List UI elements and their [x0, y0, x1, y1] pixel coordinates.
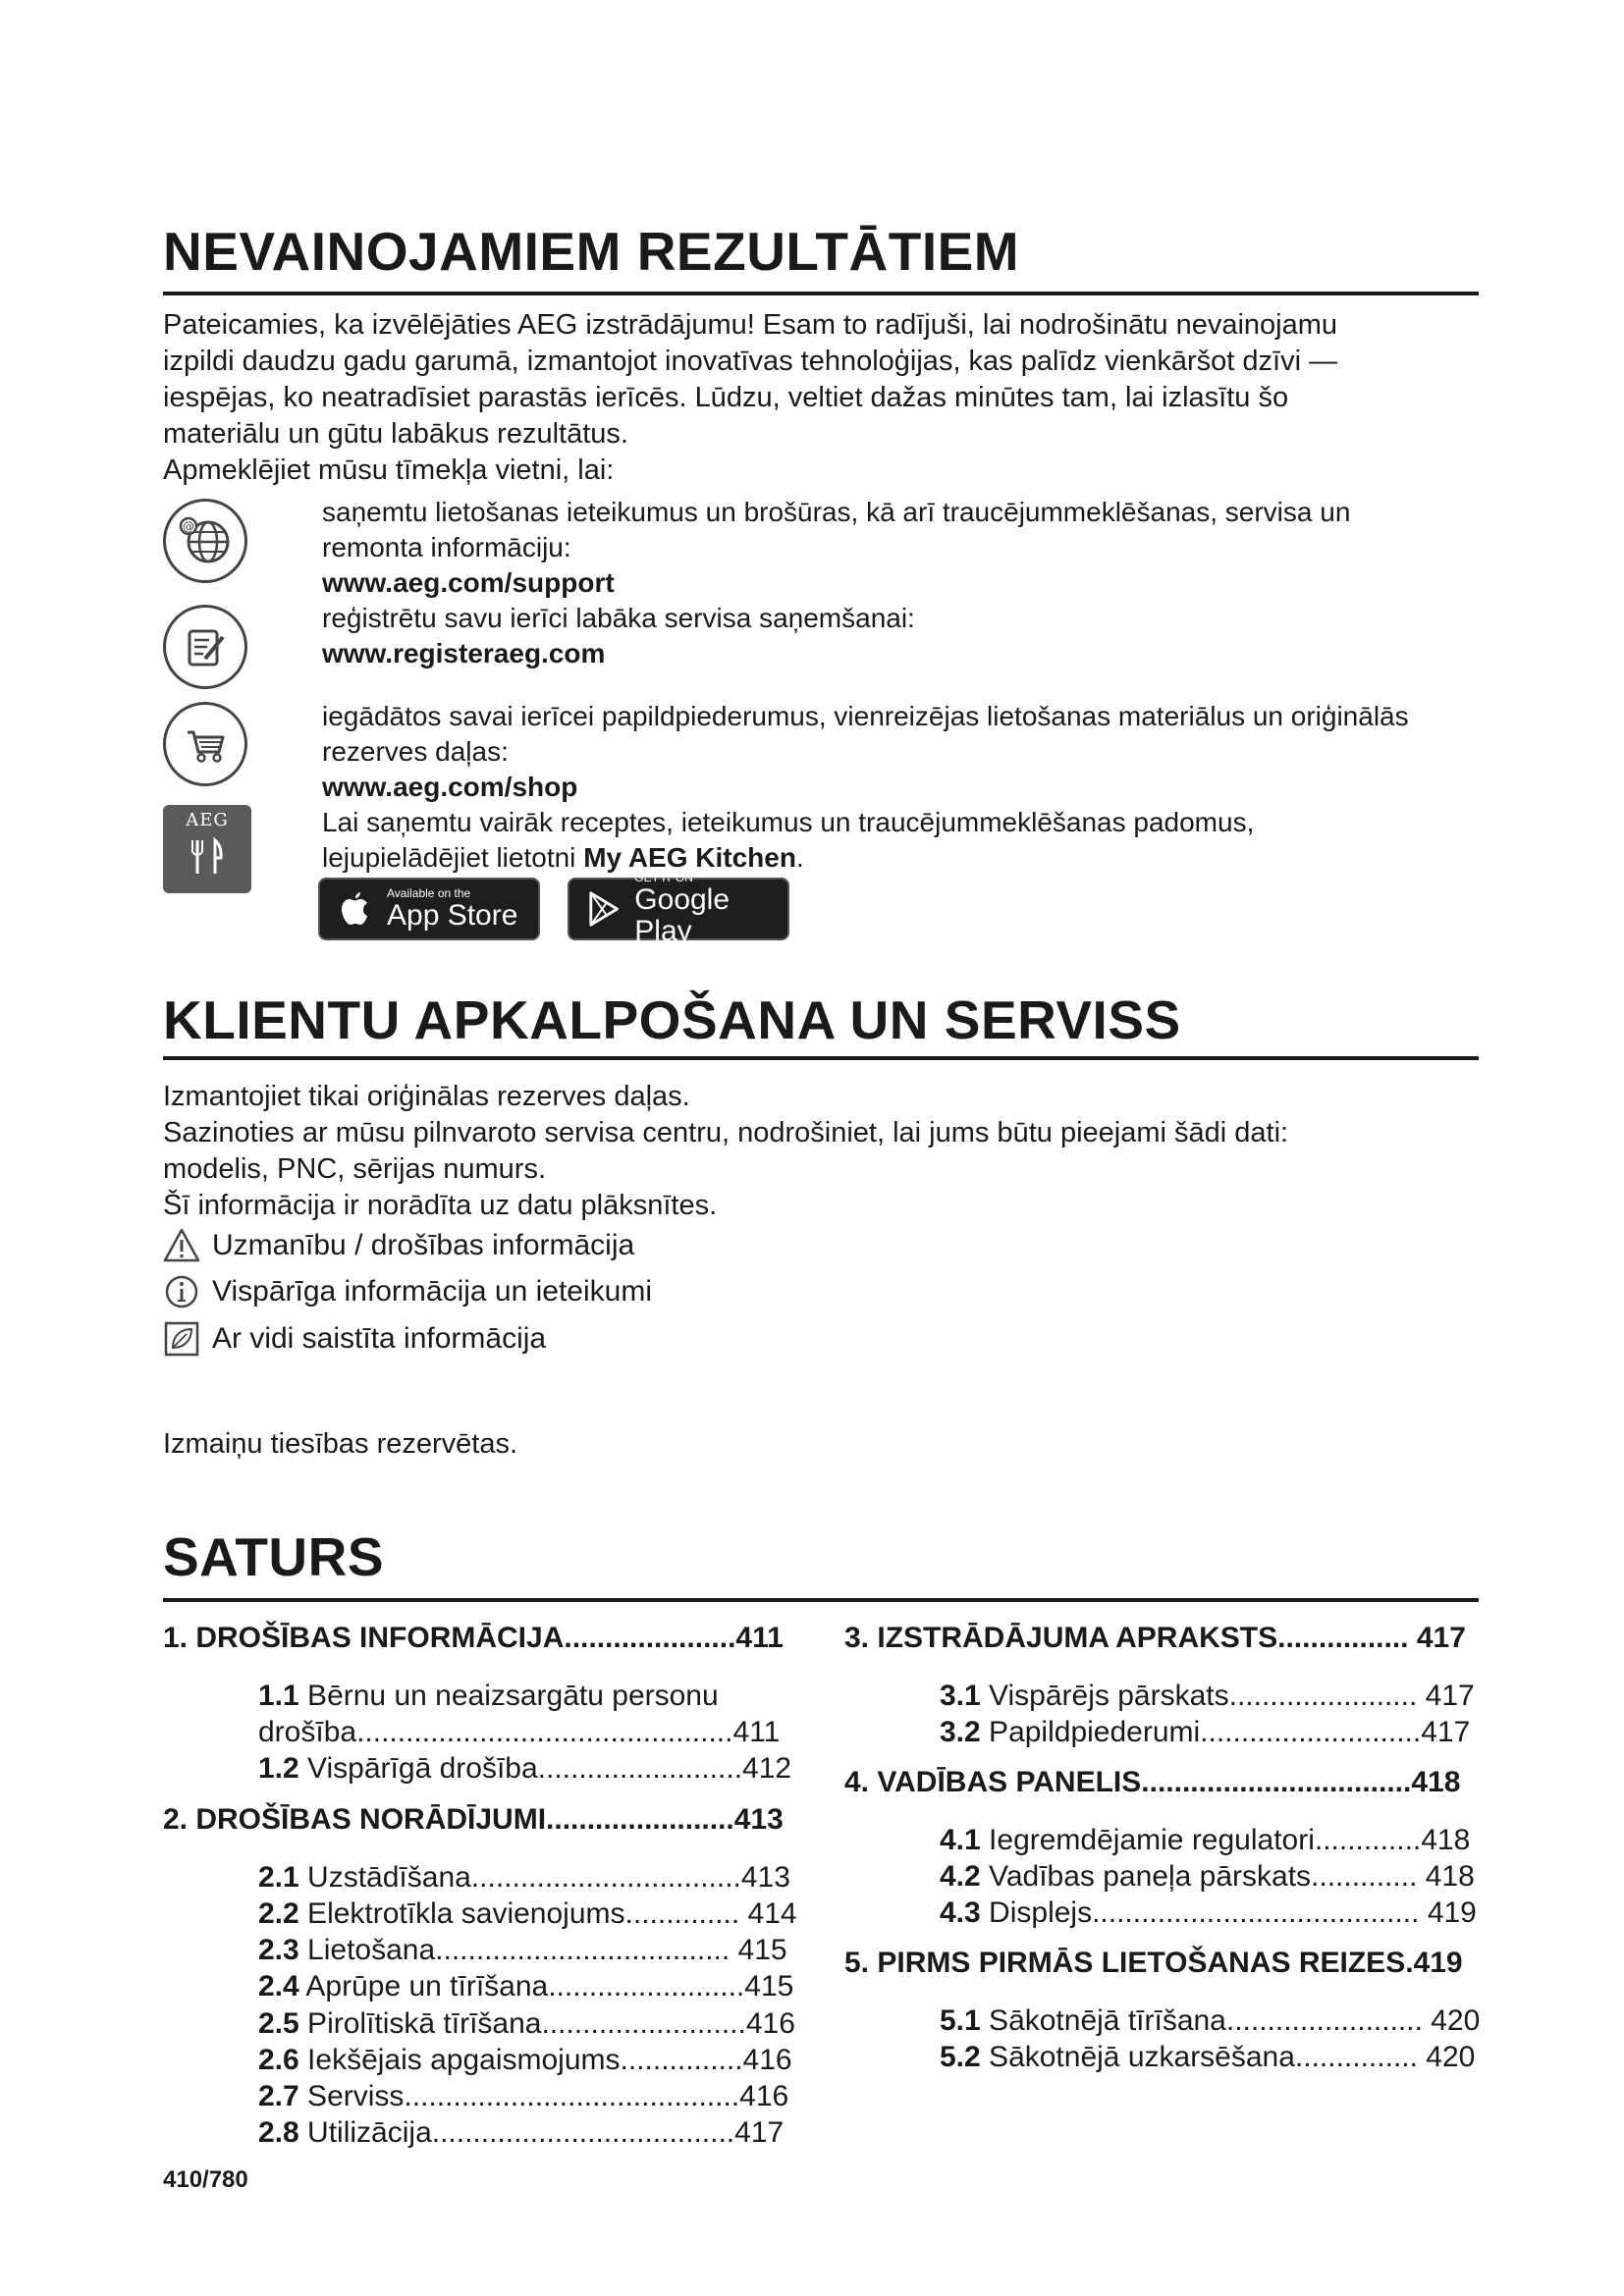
toc-entry-2-5[interactable] [258, 2005, 795, 2042]
toc-entry-number: 2.1 [258, 1861, 299, 1894]
service-line: modelis, PNC, sērijas numurs. [163, 1153, 546, 1185]
toc-entry-text: Pirolītiskā tīrīšana.........................416 [298, 2007, 795, 2040]
appstore-small-text: Available on the [387, 886, 471, 900]
toc-entry-text: Displejs........................................ 419 [980, 1896, 1477, 1929]
service-paragraph [163, 1079, 1479, 1224]
toc-entry-number: 3.1 [940, 1680, 981, 1712]
app-name: My AEG Kitchen [583, 842, 796, 873]
toc-entry-text: Elektrotīkla savienojums.............. 414 [298, 1897, 797, 1930]
toc-entry-number: 2.8 [258, 2116, 299, 2149]
shop-text: iegādātos savai ierīcei papildpiederumus, vienreizējas lietošanas materiālus un oriģinālās [322, 701, 1409, 731]
aeg-brand-text: AEG [186, 810, 229, 830]
toc-entry-number: 2.2 [258, 1897, 299, 1930]
toc-entry-text: Aprūpe un tīrīšana........................415 [298, 1970, 794, 2002]
intro-line: Pateicamies, ka izvēlējāties AEG izstrādājumu! Esam to radījuši, lai nodrošinātu nevainojamu [163, 309, 1338, 341]
aeg-kitchen-app-icon [163, 805, 251, 893]
general-info-text: Vispārīga informācija un ieteikumi [212, 1275, 652, 1308]
toc-entry-text: Sākotnējā uzkarsēšana............... 420 [980, 2041, 1476, 2073]
info-icon [163, 1273, 200, 1310]
googleplay-small-text: GET IT ON [634, 871, 693, 884]
shopping-cart-icon [163, 702, 247, 786]
toc-entry-1-1-cont[interactable] [258, 1714, 780, 1750]
page [163, 0, 1479, 2296]
toc-entry-text: drošība..............................................411 [258, 1716, 781, 1748]
toc-entry-text: Utilizācija.....................................417 [298, 2116, 785, 2149]
app-text-end: . [795, 842, 804, 873]
toc-entry-text: Uzstādīšana.................................413 [298, 1861, 790, 1894]
shop-block [322, 699, 1481, 876]
toc-entry-4-2[interactable] [940, 1858, 1475, 1895]
toc-entry-1-2[interactable] [258, 1750, 791, 1787]
service-line: Šī informācija ir norādīta uz datu plāksnītes. [163, 1190, 718, 1221]
support-block [322, 495, 1481, 671]
toc-entry-number: 3.2 [940, 1716, 981, 1748]
shop-text: rezerves daļas: [322, 736, 509, 767]
toc-entry-3-1[interactable] [940, 1678, 1475, 1714]
app-store-badge[interactable] [318, 878, 540, 940]
toc-entry-number: 2.5 [258, 2007, 299, 2040]
toc-entry-number: 2.7 [258, 2080, 299, 2112]
intro-paragraph [163, 307, 1479, 489]
section-divider [163, 1056, 1479, 1060]
toc-entry-2-2[interactable] [258, 1896, 797, 1932]
toc-entry-number: 2.3 [258, 1934, 299, 1966]
toc-entry-text: Lietošana.................................... 415 [298, 1934, 787, 1966]
support-link[interactable]: www.aeg.com/support [322, 567, 615, 598]
register-text: reģistrētu savu ierīci labāka servisa saņemšanai: [322, 603, 915, 633]
google-play-icon [587, 889, 621, 929]
general-info-line [163, 1272, 652, 1311]
toc-entry-number: 2.6 [258, 2044, 299, 2076]
service-line: Izmantojiet tikai oriģinālas rezerves daļas. [163, 1081, 690, 1112]
toc-entry-text: Vispārīgā drošība.........................412 [298, 1752, 792, 1785]
section-title-contents: SATURS [163, 1526, 385, 1587]
register-document-icon [163, 605, 247, 689]
toc-entry-2-7[interactable] [258, 2078, 788, 2114]
toc-entry-4-3[interactable] [940, 1895, 1477, 1931]
appstore-big-text: App Store [387, 899, 518, 932]
app-text-line [322, 840, 1481, 876]
toc-entry-text: Iegremdējamie regulatori.............418 [980, 1824, 1471, 1856]
toc-entry-4-1[interactable] [940, 1822, 1470, 1858]
intro-line: iespējas, ko neatradīsiet parastās ierīcēs. Lūdzu, veltiet dažas minūtes tam, lai izlasītu šo [163, 382, 1289, 413]
support-text: remonta informāciju: [322, 532, 571, 562]
toc-entry-number: 5.1 [940, 2004, 981, 2037]
toc-entry-text: Vispārējs pārskats....................... 417 [980, 1680, 1475, 1712]
intro-line: Apmeklējiet mūsu tīmekļa vietni, lai: [163, 454, 615, 486]
warning-triangle-icon [163, 1227, 200, 1264]
svg-text:@: @ [183, 519, 194, 534]
rights-reserved: Izmaiņu tiesības rezervētas. [163, 1428, 518, 1460]
toc-entry-text: Iekšējais apgaismojums...............416 [298, 2044, 792, 2076]
toc-entry-number: 4.1 [940, 1824, 981, 1856]
toc-entry-5-1[interactable] [940, 2002, 1480, 2039]
toc-entry-text: Papildpiederumi...........................417 [980, 1716, 1471, 1748]
support-text: saņemtu lietošanas ieteikumus un brošūras, kā arī traucējummeklēšanas, servisa un [322, 497, 1351, 527]
toc-chapter-2[interactable]: 2. DROŠĪBAS NORĀDĪJUMI.......................413 [163, 1803, 784, 1836]
leaf-icon [163, 1320, 200, 1358]
app-text: lejupielādējiet lietotni [322, 842, 584, 873]
toc-entry-5-2[interactable] [940, 2039, 1475, 2075]
toc-entry-text: Serviss.........................................416 [298, 2080, 789, 2112]
section-divider [163, 292, 1479, 295]
environment-info-line [163, 1319, 546, 1359]
toc-chapter-5[interactable]: 5. PIRMS PIRMĀS LIETOŠANAS REIZES.419 [844, 1947, 1463, 1979]
toc-entry-number: 4.3 [940, 1896, 981, 1929]
toc-entry-2-1[interactable] [258, 1859, 790, 1896]
googleplay-big-text: Google Play [634, 883, 731, 947]
toc-entry-text: Vadības paneļa pārskats............. 418 [980, 1860, 1475, 1893]
toc-entry-2-3[interactable] [258, 1932, 787, 1968]
app-text: Lai saņemtu vairāk receptes, ieteikumus un traucējummeklēšanas padomus, [322, 807, 1255, 837]
environment-info-text: Ar vidi saistīta informācija [212, 1322, 547, 1355]
section-divider [163, 1598, 1479, 1602]
toc-entry-2-6[interactable] [258, 2042, 792, 2078]
apple-icon [338, 889, 373, 929]
warning-info-text: Uzmanību / drošības informācija [212, 1229, 635, 1261]
toc-entry-text: Sākotnējā tīrīšana........................ 420 [980, 2004, 1481, 2037]
page-number: 410/780 [163, 2166, 248, 2193]
section-title-service: KLIENTU APKALPOŠANA UN SERVISS [163, 989, 1181, 1050]
toc-entry-2-8[interactable] [258, 2114, 784, 2151]
google-play-badge[interactable] [568, 871, 789, 947]
intro-line: izpildi daudzu gadu garumā, izmantojot inovatīvas tehnoloģijas, kas palīdz vienkāršot dzīvi — [163, 346, 1338, 377]
toc-entry-number: 1.1 [258, 1680, 299, 1712]
shop-link[interactable]: www.aeg.com/shop [322, 772, 578, 802]
toc-entry-number: 5.2 [940, 2041, 981, 2073]
register-link[interactable]: www.registeraeg.com [322, 638, 606, 668]
toc-entry-1-1[interactable] [258, 1678, 719, 1714]
warning-info-line [163, 1226, 634, 1265]
toc-chapter-4[interactable]: 4. VADĪBAS PANELIS.................................418 [844, 1766, 1461, 1798]
toc-entry-number: 2.4 [258, 1970, 299, 2002]
toc-entry-2-4[interactable] [258, 1968, 793, 2004]
toc-entry-number: 1.2 [258, 1752, 299, 1785]
toc-entry-text: Bērnu un neaizsargātu personu [298, 1680, 719, 1712]
toc-entry-number: 4.2 [940, 1860, 981, 1893]
section-title-results: NEVAINOJAMIEM REZULTĀTIEM [163, 221, 1020, 282]
globe-icon [163, 499, 247, 583]
service-line: Sazinoties ar mūsu pilnvaroto servisa centru, nodrošiniet, lai jums būtu pieejami šādi dati: [163, 1117, 1289, 1148]
toc-chapter-3[interactable]: 3. IZSTRĀDĀJUMA APRAKSTS................ 417 [844, 1622, 1466, 1654]
intro-line: materiālu un gūtu labākus rezultātus. [163, 418, 628, 450]
toc-entry-3-2[interactable] [940, 1714, 1470, 1750]
toc-chapter-1[interactable]: 1. DROŠĪBAS INFORMĀCIJA.....................411 [163, 1622, 784, 1654]
